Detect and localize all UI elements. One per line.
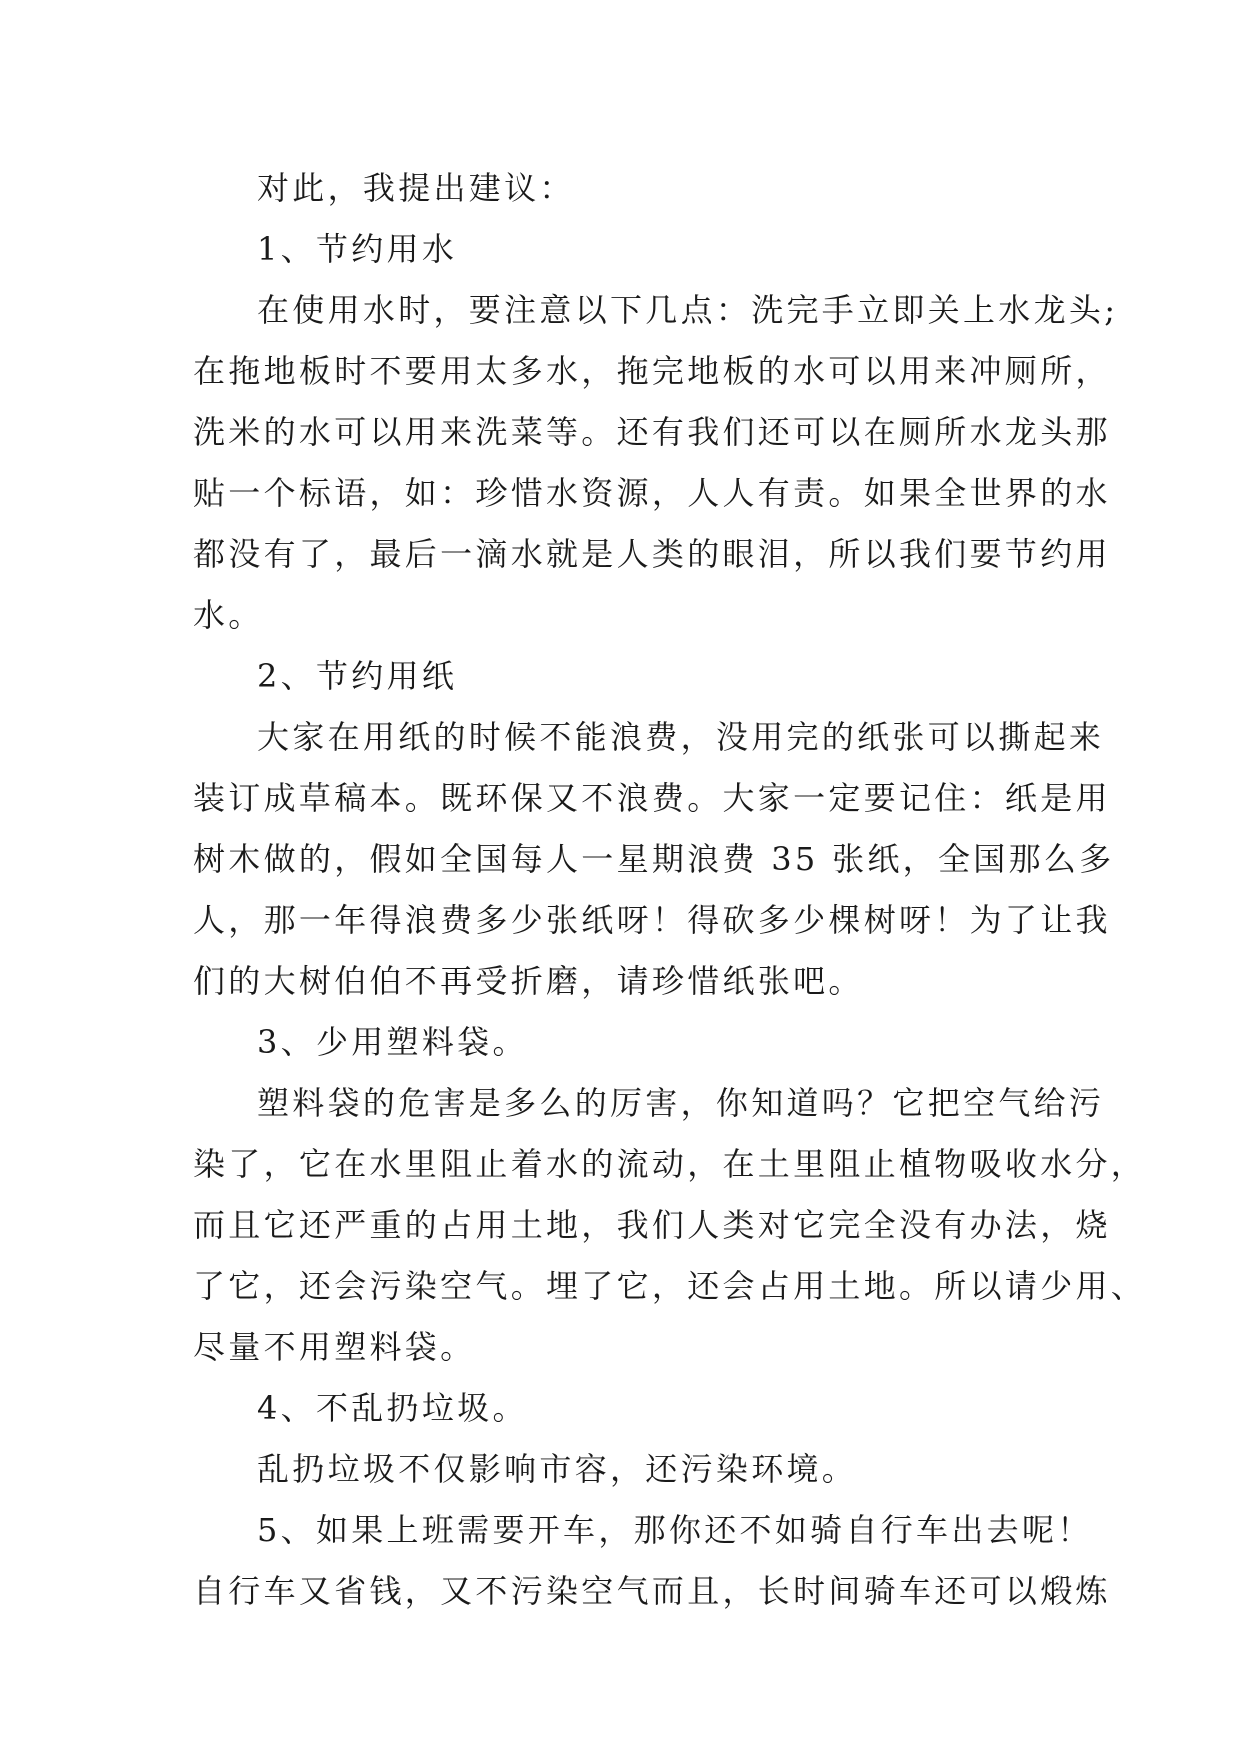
text-line: 而且它还严重的占用土地，我们人类对它完全没有办法，烧 — [193, 1206, 1111, 1244]
text-line: 5、如果上班需要开车，那你还不如骑自行车出去呢！ — [257, 1511, 1093, 1549]
text-line: 贴一个标语，如：珍惜水资源，人人有责。如果全世界的水 — [193, 474, 1111, 512]
paragraph-save-paper — [193, 707, 1115, 1012]
text-line: 塑料袋的危害是多么的厉害，你知道吗？它把空气给污 — [257, 1084, 1105, 1122]
text-line: 3、少用塑料袋。 — [257, 1023, 528, 1061]
text-line: 2、节约用纸 — [257, 657, 458, 695]
document-body — [193, 158, 1147, 1622]
text-line: 们的大树伯伯不再受折磨，请珍惜纸张吧。 — [193, 962, 864, 1000]
text-line: 了它，还会污染空气。埋了它，还会占用土地。所以请少用、 — [193, 1267, 1147, 1305]
text-line: 水。 — [193, 596, 264, 634]
heading-save-water — [193, 219, 1053, 280]
text-line: 大家在用纸的时候不能浪费，没用完的纸张可以撕起来 — [257, 718, 1105, 756]
text-line: 1、节约用水 — [257, 230, 458, 268]
text-line: 乱扔垃圾不仅影响市容，还污染环境。 — [257, 1450, 858, 1488]
text-line: 染了，它在水里阻止着水的流动，在土里阻止植物吸收水分， — [193, 1145, 1147, 1183]
text-line: 都没有了，最后一滴水就是人类的眼泪，所以我们要节约用 — [193, 535, 1111, 573]
text-line: 装订成草稿本。既环保又不浪费。大家一定要记住：纸是用 — [193, 779, 1111, 817]
text-line: 自行车又省钱，又不污染空气而且，长时间骑车还可以煅炼 — [193, 1572, 1111, 1610]
paragraph-no-littering — [193, 1439, 1053, 1500]
heading-save-paper — [193, 646, 1053, 707]
paragraph-bicycle — [193, 1500, 1111, 1622]
text-line: 洗米的水可以用来洗菜等。还有我们还可以在厕所水龙头那 — [193, 413, 1111, 451]
text-line: 对此，我提出建议： — [257, 169, 575, 207]
text-line: 人，那一年得浪费多少张纸呀！得砍多少棵树呀！为了让我 — [193, 901, 1111, 939]
text-line: 在拖地板时不要用太多水，拖完地板的水可以用来冲厕所， — [193, 352, 1111, 390]
text-line: 树木做的，假如全国每人一星期浪费 35 张纸，全国那么多 — [193, 840, 1115, 878]
paragraph-save-water — [193, 280, 1119, 646]
paragraph-plastic-bags — [193, 1073, 1147, 1378]
text-line: 在使用水时，要注意以下几点：洗完手立即关上水龙头; — [257, 291, 1119, 329]
heading-plastic-bags — [193, 1012, 1053, 1073]
heading-no-littering — [193, 1378, 1053, 1439]
paragraph-intro — [193, 158, 1053, 219]
text-line: 尽量不用塑料袋。 — [193, 1328, 476, 1366]
text-line: 4、不乱扔垃圾。 — [257, 1389, 528, 1427]
